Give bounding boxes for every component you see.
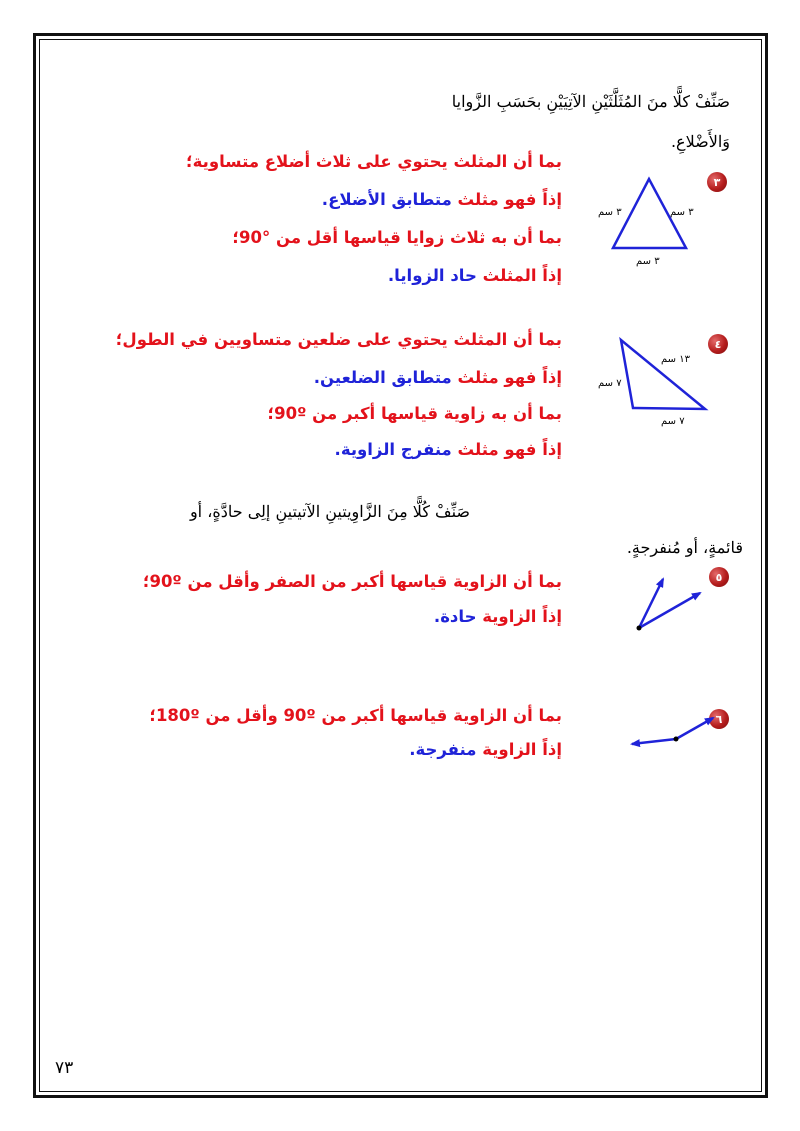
triangle3-base-label: ٣ سم — [636, 256, 660, 267]
triangle3-right-side-label: ٣ سم — [670, 207, 694, 218]
instruction-triangles-line2: وَالأَضْلاعِ. — [670, 132, 730, 151]
answer-period: . — [334, 440, 341, 459]
triangle3-left-side-label: ٣ سم — [598, 207, 622, 218]
answer-period: . — [433, 607, 441, 626]
answer-text: بما أن الزاوية قياسها أكبر من 90º وأقل من 180º؛ — [149, 706, 562, 725]
answer-period: . — [409, 740, 416, 759]
answer-text: إذاً فهو مثلث — [457, 440, 562, 459]
obtuse-angle-ray-2 — [676, 718, 713, 739]
answer-text: بما أن المثلث يحتوي على ثلاث أضلاع متساوية؛ — [186, 152, 562, 171]
triangle4-base-label: ٧ سم — [661, 416, 685, 427]
instruction-angles-line1: صَنِّفْ كُلًّا مِنَ الزَّاوِيتينِ الآتيتينِ إلِى حادَّةٍ، أو — [189, 502, 470, 521]
answer-period: . — [313, 368, 320, 387]
answer-text: بما أن الزاوية قياسها أكبر من الصفر وأقل من 90º؛ — [142, 572, 562, 591]
answer-classification: منفرجة — [415, 740, 477, 759]
obtuse-triangle — [621, 340, 705, 409]
triangle4-hypotenuse-label: ١٣ سم — [661, 354, 690, 365]
answer-text: بما أن به ثلاث زوايا قياسها أقل من °90؛ — [232, 228, 562, 247]
problem-number-badge-3: ٣ — [707, 172, 727, 192]
answer-text: إذاً الزاوية — [482, 740, 562, 759]
triangle4-left-side-label: ٧ سم — [598, 378, 622, 389]
problem-number-badge-5: ٥ — [709, 567, 729, 587]
problem-number-badge-6: ٦ — [709, 709, 729, 729]
instruction-triangles-line1: صَنِّفْ كلًّا منَ المُثَلَّثَيْنِ الآتِيَيْنِ بحَسَبِ الزَّوايا — [451, 92, 730, 111]
answer-text: بما أن المثلث يحتوي على ضلعين متساويين في الطول؛ — [115, 330, 562, 349]
obtuse-angle-ray-1 — [632, 739, 676, 744]
answer-classification: منفرج الزاوية — [340, 440, 452, 459]
acute-angle-vertex — [637, 626, 642, 631]
answer-period: . — [321, 190, 329, 209]
page-number: ٧٣ — [55, 1058, 74, 1078]
obtuse-angle-vertex — [674, 737, 679, 742]
answer-text: إذاً فهو مثلث — [457, 368, 562, 387]
answer-classification: متطابق الضلعين — [320, 368, 452, 387]
answer-text: إذاً المثلث — [482, 266, 562, 285]
instruction-angles-line2: قائمةٍ، أو مُنفرجةٍ. — [626, 538, 743, 557]
answer-period: . — [387, 266, 395, 285]
answer-text: إذاً فهو مثلث — [457, 190, 562, 209]
answer-classification: حادة — [440, 607, 477, 626]
answer-text: إذاً الزاوية — [482, 607, 562, 626]
problem-number-badge-4: ٤ — [708, 334, 728, 354]
answer-classification: متطابق الأضلاع — [328, 190, 452, 209]
answer-text: بما أن به زاوية قياسها أكبر من 90º؛ — [267, 404, 562, 423]
answer-classification: حاد الزوايا — [394, 266, 477, 285]
